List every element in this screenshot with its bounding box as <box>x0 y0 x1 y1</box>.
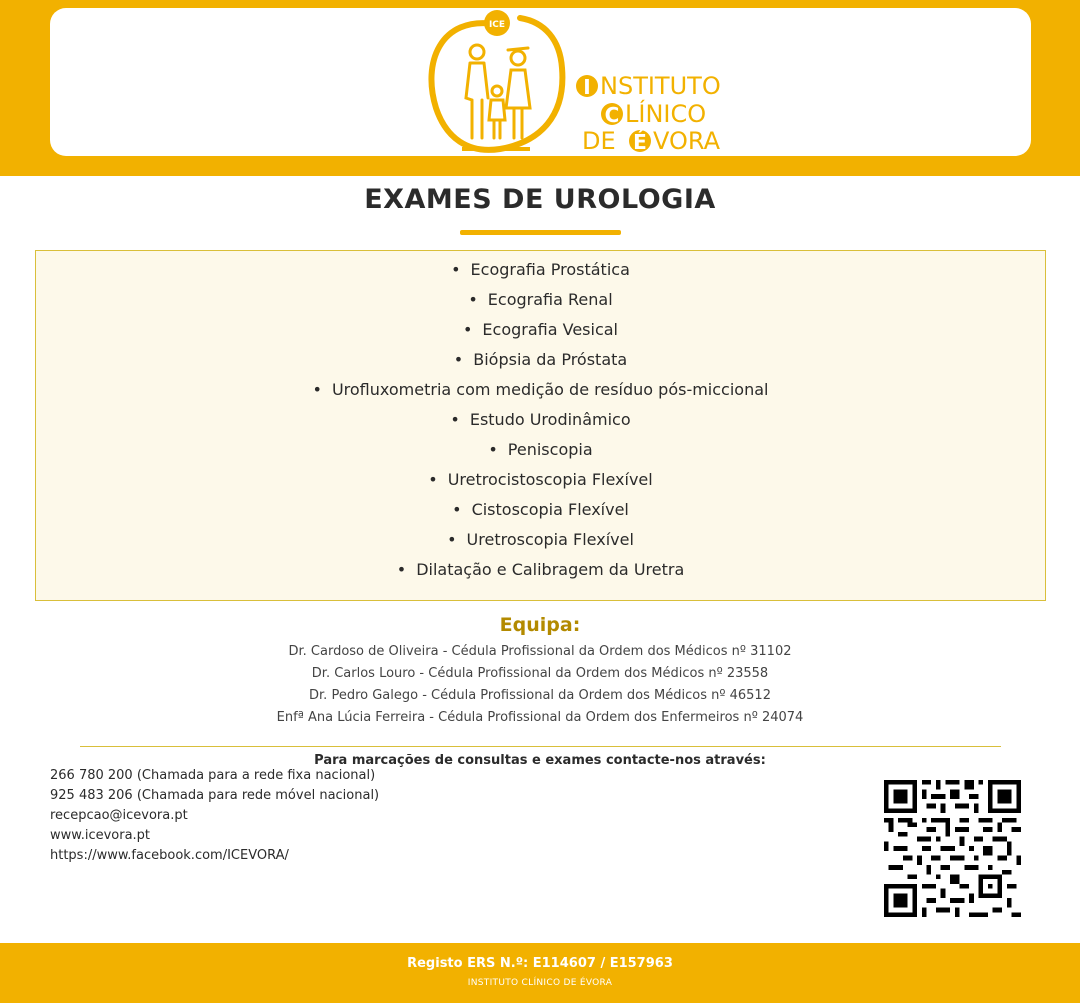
exam-item-label: Estudo Urodinâmico <box>469 410 631 429</box>
bullet-icon: • <box>488 440 498 459</box>
exam-item-label: Ecografia Vesical <box>482 320 618 339</box>
exam-item-label: Ecografia Prostática <box>470 260 630 279</box>
logo-line-clinico: LÍNICO <box>625 100 707 128</box>
footer-band <box>0 943 1080 1003</box>
exam-item <box>36 349 1045 379</box>
bullet-icon: • <box>447 530 457 549</box>
team-list <box>0 643 1080 731</box>
contact-list <box>50 767 379 867</box>
exam-item <box>36 529 1045 559</box>
bullet-icon: • <box>452 500 462 519</box>
phone-landline[interactable]: 266 780 200 (Chamada para a rede fixa nacional) <box>50 768 376 783</box>
logo-line-instituto: NSTITUTO <box>600 72 721 100</box>
exam-item <box>36 469 1045 499</box>
ice-logo <box>380 8 760 156</box>
bullet-icon: • <box>450 410 460 429</box>
logo-line-evora: VORA <box>653 127 721 155</box>
exam-item-label: Peniscopia <box>507 440 593 459</box>
bullet-icon: • <box>428 470 438 489</box>
team-title: Equipa: <box>499 614 581 636</box>
exam-item <box>36 559 1045 589</box>
website-link[interactable]: www.icevora.pt <box>50 828 151 843</box>
exam-item-label: Uretroscopia Flexível <box>466 530 634 549</box>
bullet-icon: • <box>462 320 473 339</box>
team-member: Dr. Carlos Louro - Cédula Profissional da Ordem dos Médicos nº 23558 <box>311 666 769 681</box>
header-band <box>0 0 1080 176</box>
footer-registry: Registo ERS N.º: E114607 / E157963 <box>407 956 673 971</box>
email-link[interactable]: recepcao@icevora.pt <box>50 808 188 823</box>
logo-badge-text: ICE <box>488 20 506 30</box>
exam-item <box>36 259 1045 289</box>
footer-institution-name: INSTITUTO CLÍNICO DE ÉVORA <box>467 978 613 988</box>
bullet-icon: • <box>453 350 464 369</box>
logo-card <box>50 8 1031 156</box>
exam-item <box>36 409 1045 439</box>
team-member: Dr. Cardoso de Oliveira - Cédula Profissional da Ordem dos Médicos nº 31102 <box>288 644 792 659</box>
team-member: Dr. Pedro Galego - Cédula Profissional da Ordem dos Médicos nº 46512 <box>309 688 771 703</box>
exam-list-box <box>35 250 1046 601</box>
phone-mobile[interactable]: 925 483 206 (Chamada para rede móvel nacional) <box>50 788 380 803</box>
bullet-icon: • <box>396 560 407 579</box>
exam-item <box>36 439 1045 469</box>
exam-item-label: Urofluxometria com medição de resíduo pós-miccional <box>331 380 769 399</box>
qr-code-icon[interactable] <box>884 780 1021 917</box>
exam-item-label: Dilatação e Calibragem da Uretra <box>416 560 685 579</box>
title-underline <box>460 230 621 235</box>
exam-item-label: Biópsia da Próstata <box>473 350 628 369</box>
facebook-link[interactable]: https://www.facebook.com/ICEVORA/ <box>50 848 289 863</box>
exam-item-label: Cistoscopia Flexível <box>471 500 629 519</box>
logo-initial-i: I <box>583 75 591 99</box>
arch-shape <box>431 18 562 150</box>
exam-item <box>36 379 1045 409</box>
exam-item <box>36 289 1045 319</box>
logo-initial-e: É <box>633 130 647 154</box>
page-title: EXAMES DE UROLOGIA <box>364 184 716 215</box>
contact-divider <box>80 746 1001 747</box>
exam-item <box>36 499 1045 529</box>
logo-initial-c: C <box>604 103 620 127</box>
exam-item-label: Uretrocistoscopia Flexível <box>447 470 653 489</box>
exam-list <box>36 251 1045 589</box>
exam-item <box>36 319 1045 349</box>
bullet-icon: • <box>312 380 322 399</box>
logo-line-de: DE <box>582 127 616 155</box>
contact-heading: Para marcações de consultas e exames contacte-nos através: <box>314 753 766 768</box>
exam-item-label: Ecografia Renal <box>487 290 613 309</box>
bullet-icon: • <box>451 260 461 279</box>
family-icon <box>466 45 530 138</box>
team-member: Enfª Ana Lúcia Ferreira - Cédula Profissional da Ordem dos Enfermeiros nº 24074 <box>276 710 804 725</box>
bullet-icon: • <box>468 290 478 309</box>
